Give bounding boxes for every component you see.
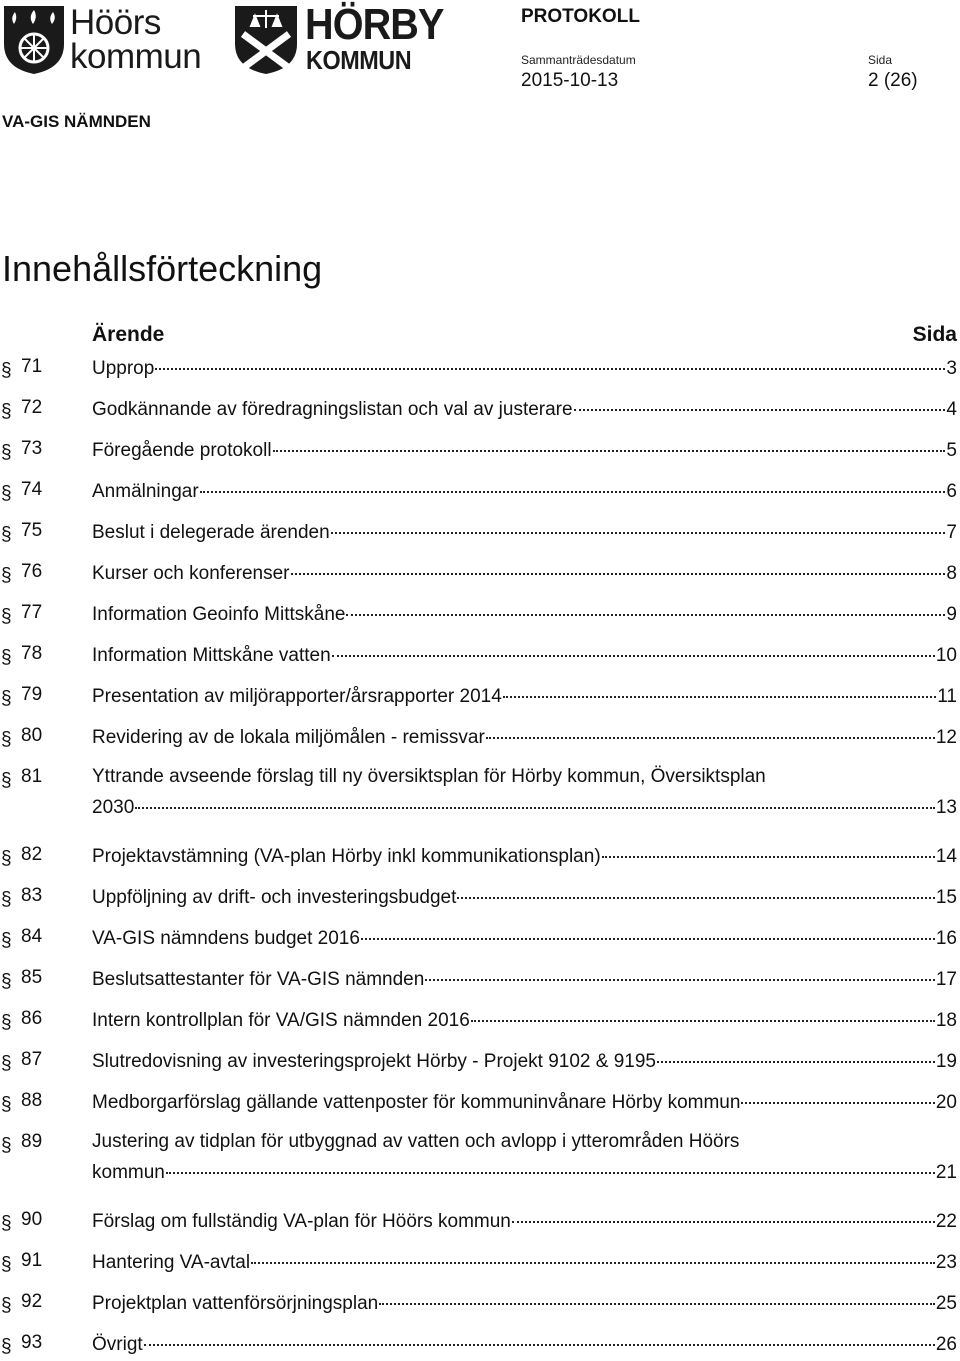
toc-entry-page: 14 — [935, 846, 957, 867]
toc-entry-title-area — [92, 680, 957, 711]
toc-entry-line — [92, 840, 957, 871]
toc-entry-title-area — [92, 840, 957, 871]
hoor-crest-icon — [2, 4, 66, 76]
toc-entry-page: 13 — [935, 797, 957, 818]
toc-entry-title-area — [92, 1127, 957, 1187]
section-sign-icon: § — [1, 770, 12, 791]
page-label: Sida — [868, 53, 893, 67]
toc-entry-number: 88 — [21, 1090, 43, 1111]
toc-entry-line — [92, 922, 957, 953]
toc-entry-line — [92, 1328, 957, 1359]
toc-entry-line — [92, 1287, 957, 1318]
toc-entry-number: 80 — [21, 725, 43, 746]
committee-name: VA-GIS NÄMNDEN — [2, 112, 151, 131]
toc-entry-line — [92, 475, 957, 506]
toc-entry-page: 9 — [946, 604, 957, 625]
toc-entry-number: 71 — [21, 356, 43, 377]
horby-crest-icon — [233, 4, 299, 76]
toc-entry-page: 20 — [935, 1092, 957, 1113]
toc-entry-title: Projektavstämning (VA-plan Hörby inkl kommunikationsplan) — [92, 846, 601, 867]
column-header-page: Sida — [912, 323, 957, 346]
section-sign-icon: § — [1, 1094, 12, 1115]
toc-entry-title-area — [92, 922, 957, 953]
toc-entry-number: 84 — [21, 926, 43, 947]
hoor-logo-line2: kommun — [70, 37, 202, 76]
toc-entry-title-area — [92, 598, 957, 629]
toc-entry-title: Information Mittskåne vatten — [92, 645, 331, 666]
toc-entry-title: 2030 — [92, 797, 135, 818]
toc-entry-number: 79 — [21, 684, 43, 705]
toc-entry-number: 86 — [21, 1008, 43, 1029]
toc-entry-number: 92 — [21, 1291, 43, 1312]
section-sign-icon: § — [1, 524, 12, 545]
toc-entry-page: 19 — [935, 1051, 957, 1072]
section-sign-icon: § — [1, 1213, 12, 1234]
toc-entry-page: 8 — [946, 563, 957, 584]
toc-entry-page: 25 — [935, 1293, 957, 1314]
toc-entry-number: 85 — [21, 967, 43, 988]
toc-entry-title: Presentation av miljörapporter/årsrapporter 2014 — [92, 686, 502, 707]
toc-entry-title-area — [92, 393, 957, 424]
toc-entry-line — [92, 1156, 957, 1187]
section-sign-icon: § — [1, 401, 12, 422]
dot-leader — [200, 471, 946, 493]
section-sign-icon: § — [1, 1012, 12, 1033]
section-sign-icon: § — [1, 688, 12, 709]
horby-logo-line1: HÖRBY — [305, 0, 444, 49]
toc-entry-title: Kurser och konferenser — [92, 563, 290, 584]
dot-leader — [155, 348, 945, 370]
toc-entry-page: 3 — [946, 358, 957, 379]
dot-leader — [457, 877, 934, 899]
toc-entry-number: 83 — [21, 885, 43, 906]
dot-leader — [135, 787, 935, 809]
toc-entry-title-area — [92, 881, 957, 912]
toc-entry-title: Yttrande avseende förslag till ny översiktsplan för Hörby kommun, Översiktsplan — [92, 766, 766, 787]
toc-entry-page: 21 — [935, 1162, 957, 1183]
document-type: PROTOKOLL — [521, 6, 640, 27]
toc-entry-line — [92, 881, 957, 912]
toc-entry-number: 78 — [21, 643, 43, 664]
toc-entry-line — [92, 598, 957, 629]
toc-entry-title-area — [92, 557, 957, 588]
dot-leader — [471, 1000, 935, 1022]
toc-entry-title: Beslut i delegerade ärenden — [92, 522, 330, 543]
toc-entry-title-area — [92, 1328, 957, 1359]
toc-entry-number: 75 — [21, 520, 43, 541]
toc-entry-title-area — [92, 721, 957, 752]
hoor-logo-line1: Höörs — [70, 3, 161, 42]
toc-entry-number: 81 — [21, 766, 43, 787]
toc-entry-line — [92, 680, 957, 711]
toc-entry-title-area — [92, 1287, 957, 1318]
toc-entry-line — [92, 1045, 957, 1076]
toc-entry-title: Anmälningar — [92, 481, 199, 502]
toc-entry-title: Uppföljning av drift- och investeringsbudget — [92, 887, 457, 908]
section-sign-icon: § — [1, 565, 12, 586]
toc-entry-title-area — [92, 475, 957, 506]
section-sign-icon: § — [1, 1254, 12, 1275]
toc-entry-title-area — [92, 352, 957, 383]
toc-entry-title-area — [92, 963, 957, 994]
toc-entry-page: 6 — [946, 481, 957, 502]
meeting-date: 2015-10-13 — [521, 70, 619, 91]
dot-leader — [273, 430, 946, 452]
toc-entry-title: Hantering VA-avtal — [92, 1252, 251, 1273]
toc-entry-title: Medborgarförslag gällande vattenposter för kommuninvånare Hörby kommun — [92, 1092, 741, 1113]
toc-title: Innehållsförteckning — [2, 248, 323, 289]
toc-entry-page: 22 — [935, 1211, 957, 1232]
toc-entry-title-area — [92, 1045, 957, 1076]
date-label: Sammanträdesdatum — [521, 53, 636, 67]
toc-entry-page: 5 — [946, 440, 957, 461]
toc-entry-line — [92, 434, 957, 465]
toc-entry-line — [92, 721, 957, 752]
toc-entry-number: 73 — [21, 438, 43, 459]
toc-entry-title: Slutredovisning av investeringsprojekt Hörby - Projekt 9102 & 9195 — [92, 1051, 656, 1072]
toc-entry-line — [92, 639, 957, 670]
toc-entry-number: 82 — [21, 844, 43, 865]
toc-entry-title-area — [92, 1004, 957, 1035]
toc-entry-title: Godkännande av föredragningslistan och val av justerare — [92, 399, 573, 420]
toc-entry-page: 7 — [946, 522, 957, 543]
toc-entry-page: 26 — [935, 1334, 957, 1355]
dot-leader — [144, 1324, 935, 1346]
toc-entry-line — [92, 1086, 957, 1117]
toc-entry-title: Förslag om fullständig VA-plan för Höörs kommun — [92, 1211, 511, 1232]
section-sign-icon: § — [1, 1053, 12, 1074]
toc-entry-line — [92, 516, 957, 547]
toc-entry-page: 16 — [935, 928, 957, 949]
toc-entry-page: 15 — [935, 887, 957, 908]
toc-entry-number: 77 — [21, 602, 43, 623]
toc-entry-title-area — [92, 1205, 957, 1236]
dot-leader — [741, 1082, 934, 1104]
toc-entry-title: Intern kontrollplan för VA/GIS nämnden 2016 — [92, 1010, 470, 1031]
toc-entry-number: 72 — [21, 397, 43, 418]
toc-entry-title: Revidering av de lokala miljömålen - remissvar — [92, 727, 485, 748]
dot-leader — [379, 1283, 935, 1305]
toc-entry-page: 4 — [946, 399, 957, 420]
toc-entry-number: 89 — [21, 1131, 43, 1152]
toc-entry-number: 87 — [21, 1049, 43, 1070]
section-sign-icon: § — [1, 930, 12, 951]
dot-leader — [346, 594, 945, 616]
toc-entry-line — [92, 352, 957, 383]
section-sign-icon: § — [1, 889, 12, 910]
toc-entry-title-area — [92, 516, 957, 547]
toc-entry-line — [92, 1246, 957, 1277]
dot-leader — [657, 1041, 935, 1063]
section-sign-icon: § — [1, 1135, 12, 1156]
toc-entry-page: 18 — [935, 1010, 957, 1031]
toc-entry-number: 91 — [21, 1250, 43, 1271]
hoor-kommun-logo — [2, 4, 212, 76]
dot-leader — [291, 553, 946, 575]
dot-leader — [331, 512, 946, 534]
section-sign-icon: § — [1, 606, 12, 627]
column-header-subject: Ärende — [92, 323, 165, 346]
section-sign-icon: § — [1, 360, 12, 381]
dot-leader — [486, 717, 935, 739]
toc-entry-title-area — [92, 1086, 957, 1117]
toc-entry-number: 76 — [21, 561, 43, 582]
section-sign-icon: § — [1, 971, 12, 992]
toc-entry-line — [92, 393, 957, 424]
toc-entry-line — [92, 963, 957, 994]
section-sign-icon: § — [1, 848, 12, 869]
section-sign-icon: § — [1, 1295, 12, 1316]
page-number: 2 (26) — [868, 70, 918, 91]
section-sign-icon: § — [1, 483, 12, 504]
toc-entry-number: 90 — [21, 1209, 43, 1230]
toc-entry-page: 23 — [935, 1252, 957, 1273]
toc-entry-page: 17 — [935, 969, 957, 990]
toc-entry-title: kommun — [92, 1162, 165, 1183]
dot-leader — [425, 959, 935, 981]
toc-entry-title: VA-GIS nämndens budget 2016 — [92, 928, 360, 949]
toc-entry-title: Projektplan vattenförsörjningsplan — [92, 1293, 379, 1314]
toc-entry-title-area — [92, 434, 957, 465]
dot-leader — [602, 836, 935, 858]
toc-entry-title: Föregående protokoll — [92, 440, 272, 461]
toc-entry-title-area — [92, 639, 957, 670]
horby-kommun-logo — [233, 0, 444, 76]
dot-leader — [361, 918, 935, 940]
toc-entry-title: Upprop — [92, 358, 155, 379]
toc-entry-line — [92, 1205, 957, 1236]
toc-entry-line — [92, 1004, 957, 1035]
dot-leader — [574, 389, 946, 411]
section-sign-icon: § — [1, 647, 12, 668]
toc-entry-title-area — [92, 1246, 957, 1277]
dot-leader — [166, 1152, 935, 1174]
toc-entry-title: Justering av tidplan för utbyggnad av vatten och avlopp i ytterområden Höörs — [92, 1131, 740, 1152]
section-sign-icon: § — [1, 729, 12, 750]
toc-entry-page: 12 — [935, 727, 957, 748]
dot-leader — [332, 635, 935, 657]
toc-entry-title-area — [92, 762, 957, 822]
dot-leader — [251, 1242, 935, 1264]
dot-leader — [503, 676, 936, 698]
horby-logo-line2: KOMMUN — [306, 45, 412, 75]
dot-leader — [512, 1201, 935, 1223]
toc-entry-page: 11 — [937, 686, 957, 707]
toc-entry-number: 93 — [21, 1332, 43, 1353]
toc-entry-title: Information Geoinfo Mittskåne — [92, 604, 346, 625]
section-sign-icon: § — [1, 1336, 12, 1357]
section-sign-icon: § — [1, 442, 12, 463]
toc-entry-number: 74 — [21, 479, 43, 500]
toc-entry-title: Övrigt — [92, 1334, 143, 1355]
toc-entry-title: Beslutsattestanter för VA-GIS nämnden — [92, 969, 425, 990]
toc-entry-line — [92, 791, 957, 822]
toc-entry-line — [92, 557, 957, 588]
toc-entry-page: 10 — [935, 645, 957, 666]
